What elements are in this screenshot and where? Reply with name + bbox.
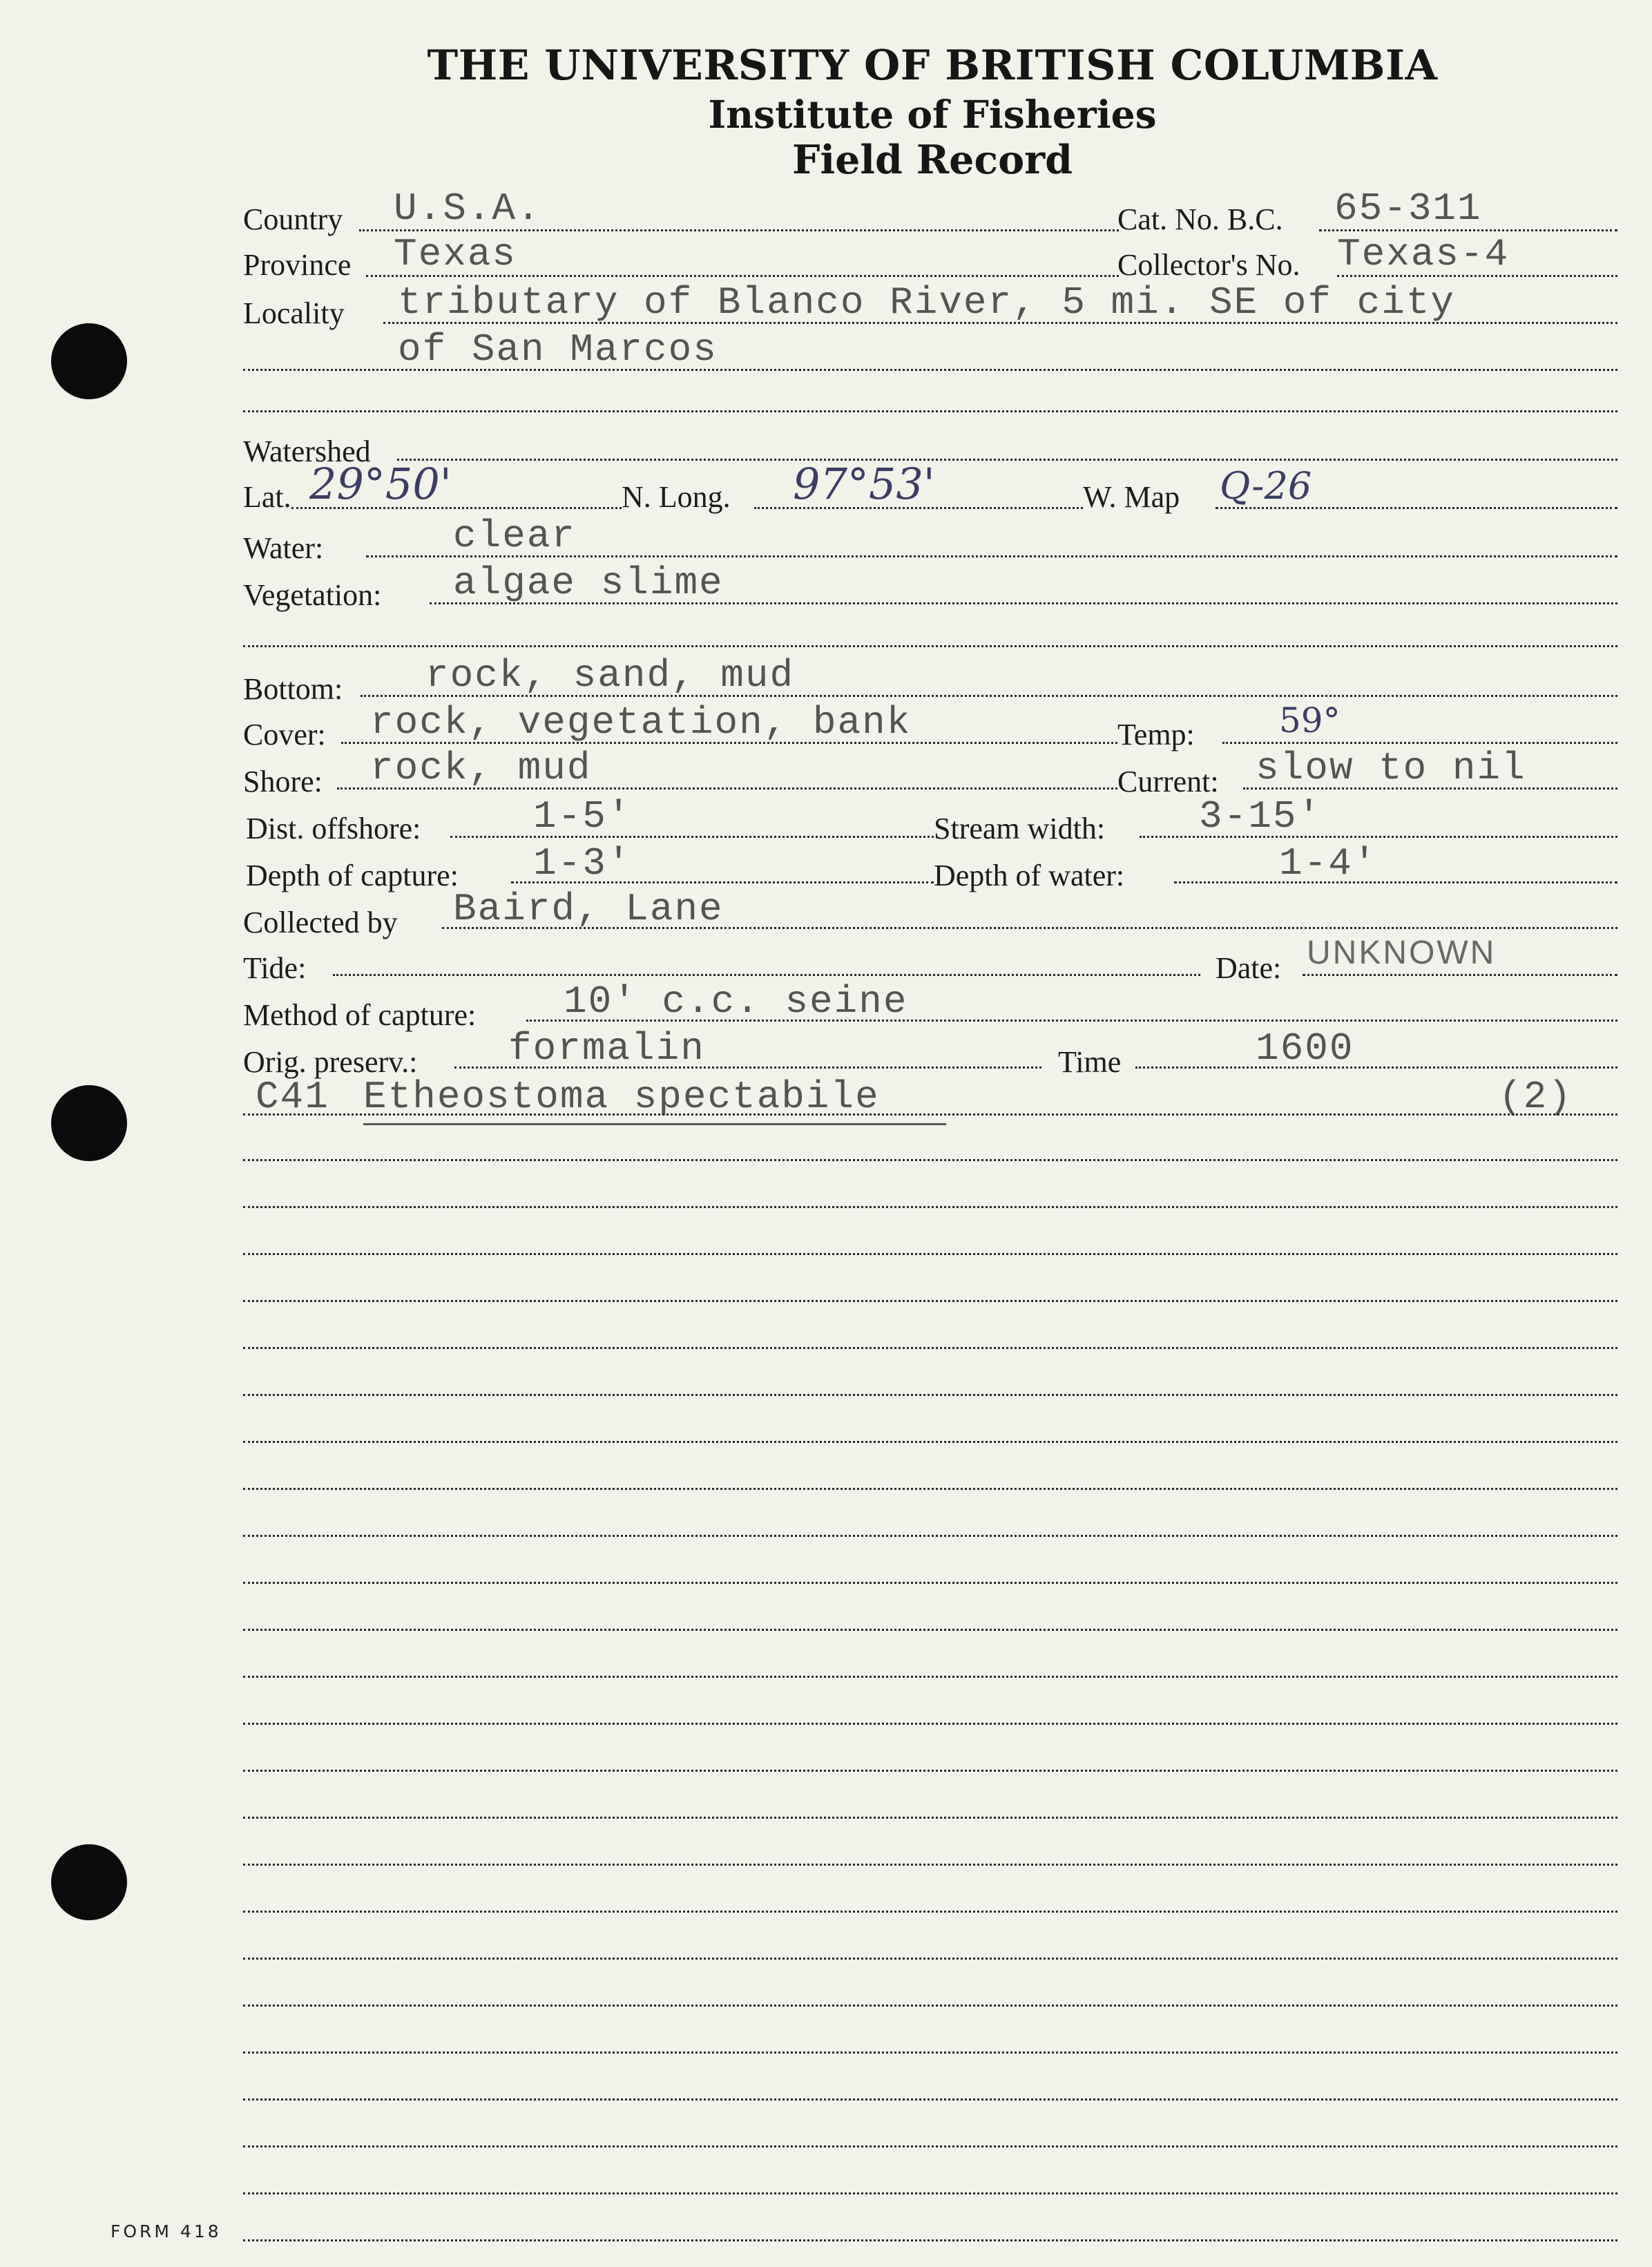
province-label: Province (243, 248, 352, 282)
current-value: slow to nil (1256, 746, 1526, 790)
ruled-line (243, 1394, 1617, 1396)
shore-label: Shore: (243, 765, 323, 798)
ruled-line (243, 1864, 1617, 1866)
shore-value: rock, mud (370, 746, 592, 790)
punch-hole (51, 1085, 127, 1161)
long-value: 97°53' (793, 459, 935, 509)
university-title: THE UNIVERSITY OF BRITISH COLUMBIA (427, 41, 1438, 90)
ruled-line (243, 1770, 1617, 1772)
ruled-line (243, 1159, 1617, 1161)
ruled-line (243, 1253, 1617, 1255)
ruled-line (243, 2145, 1617, 2148)
ruled-line (243, 1958, 1617, 1960)
lat-value: 29°50' (309, 459, 452, 509)
w-map-label: W. Map (1083, 480, 1180, 514)
map-value: Q-26 (1220, 464, 1312, 508)
bottom-label: Bottom: (243, 672, 343, 706)
dotted-line (1303, 974, 1617, 976)
dotted-line (1135, 1066, 1617, 1069)
ruled-line (243, 1206, 1617, 1208)
collector-no-value: Texas-4 (1337, 232, 1510, 276)
ruled-line (243, 1488, 1617, 1490)
ruled-line (243, 2192, 1617, 2194)
date-value: UNKNOWN (1307, 935, 1497, 971)
ruled-line (243, 1535, 1617, 1537)
time-value: 1600 (1256, 1026, 1354, 1071)
ruled-line (243, 2005, 1617, 2007)
punch-hole (51, 1844, 127, 1920)
ruled-line (243, 1582, 1617, 1584)
ruled-line (243, 2098, 1617, 2101)
temp-label: Temp: (1117, 718, 1195, 752)
institute-title: Institute of Fisheries (708, 92, 1157, 137)
ruled-line (243, 1347, 1617, 1349)
vegetation-label: Vegetation: (243, 578, 382, 612)
locality-line1-value: tributary of Blanco River, 5 mi. SE of city (398, 280, 1456, 325)
collected-by-value: Baird, Lane (453, 887, 724, 931)
orig-preserv-label: Orig. preserv.: (243, 1045, 418, 1079)
ruled-line (243, 1300, 1617, 1302)
method-value: 10' c.c. seine (564, 979, 908, 1024)
collector-no-label: Collector's No. (1117, 248, 1300, 282)
dotted-line (1222, 742, 1617, 744)
orig-preserv-value: formalin (508, 1026, 705, 1071)
record-title: Field Record (792, 137, 1073, 183)
dist-offshore-label: Dist. offshore: (246, 812, 421, 845)
tide-label: Tide: (243, 951, 307, 985)
depth-capture-label: Depth of capture: (246, 859, 459, 892)
depth-capture-value: 1-3' (533, 841, 632, 886)
time-label: Time (1058, 1045, 1122, 1079)
cover-label: Cover: (243, 718, 326, 752)
locality-label: Locality (243, 296, 345, 330)
locality-line2-value: of San Marcos (398, 327, 718, 372)
specimen-name: Etheostoma spectabile (363, 1075, 880, 1119)
water-label: Water: (243, 531, 324, 565)
watershed-label: Watershed (243, 434, 371, 468)
method-label: Method of capture: (243, 998, 477, 1032)
dotted-line (243, 1113, 1617, 1116)
ruled-line (243, 1676, 1617, 1678)
stream-width-label: Stream width: (934, 812, 1106, 845)
country-value: U.S.A. (394, 186, 541, 231)
dotted-line (333, 974, 1200, 976)
specimen-code: C41 (256, 1075, 329, 1119)
dotted-line (450, 836, 934, 838)
temp-value: 59° (1279, 700, 1341, 740)
specimen-count: (2) (1499, 1075, 1573, 1119)
stream-width-value: 3-15' (1199, 794, 1323, 839)
n-long-label: N. Long. (622, 480, 731, 514)
vegetation-value: algae slime (453, 561, 724, 605)
water-value: clear (453, 514, 577, 558)
cat-no-label: Cat. No. B.C. (1117, 202, 1283, 236)
ruled-line (243, 2051, 1617, 2054)
dotted-line (1174, 881, 1617, 883)
country-label: Country (243, 202, 343, 236)
date-label: Date: (1216, 951, 1282, 985)
depth-water-label: Depth of water: (934, 859, 1125, 892)
depth-water-value: 1-4' (1279, 841, 1378, 886)
ruled-line (243, 1817, 1617, 1819)
ruled-line (243, 1911, 1617, 1913)
specimen-underline (363, 1123, 946, 1125)
ruled-line (243, 1629, 1617, 1631)
dotted-line (397, 459, 1617, 461)
form-number: FORM 418 (111, 2221, 222, 2241)
dotted-line (243, 645, 1617, 647)
punch-hole (51, 323, 127, 399)
ruled-line (243, 2239, 1617, 2241)
cover-value: rock, vegetation, bank (370, 700, 912, 745)
ruled-line (243, 1441, 1617, 1443)
dist-offshore-value: 1-5' (533, 794, 632, 839)
current-label: Current: (1117, 765, 1219, 798)
province-value: Texas (394, 232, 517, 276)
collected-by-label: Collected by (243, 906, 398, 939)
ruled-line (243, 1723, 1617, 1725)
dotted-line (243, 410, 1617, 412)
bottom-value: rock, sand, mud (425, 653, 795, 698)
lat-label: Lat. (243, 480, 291, 514)
cat-no-value: 65-311 (1334, 186, 1482, 231)
